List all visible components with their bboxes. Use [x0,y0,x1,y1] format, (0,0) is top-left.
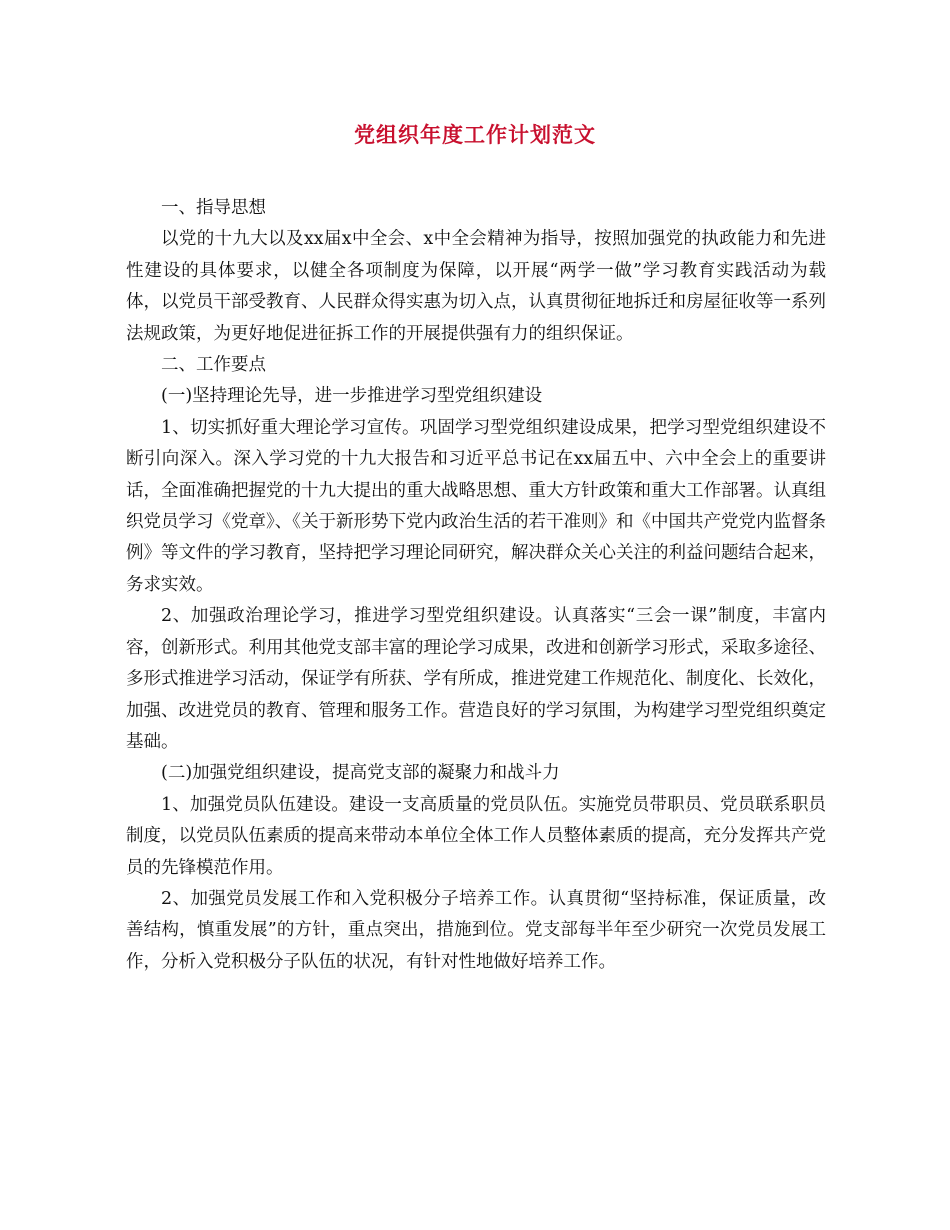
paragraph-guiding-ideology: 以党的十九大以及xx届x中全会、x中全会精神为指导，按照加强党的执政能力和先进性建设的具体要求，以健全各项制度为保障，以开展“两学一做”学习教育实践活动为载体，以党员干部受教育、人民群众得实惠为切入点，认真贯彻征地拆迁和房屋征收等一系列法规政策，为更好地促进征拆工作的开展提供强有力的组织保证。 [126,229,826,344]
subsection-heading-organization: (二)加强党组织建设，提高党支部的凝聚力和战斗力 [161,763,560,784]
document-title: 党组织年度工作计划范文 [354,122,596,147]
document-body [126,193,826,978]
section-heading-guiding-ideology: 一、指导思想 [161,198,266,218]
section-heading-work-points: 二、工作要点 [161,355,266,376]
paragraph-theory-study: 1、切实抓好重大理论学习宣传。巩固学习型党组织建设成果，把学习型党组织建设不断引向深入。深入学习党的十九大报告和习近平总书记在xx届五中、六中全会上的重要讲话，全面准确把握党的十九大提出的重大战略思想、重大方针政策和重大工作部署。认真组织党员学习《党章》、《关于新形势下党内政治生活的若干准则》和《中国共产党党内监督条例》等文件的学习教育，坚持把学习理论同研究，解决群众关心关注的利益问题结合起来，务求实效。 [126,417,826,595]
paragraph-political-study: 2、加强政治理论学习，推进学习型党组织建设。认真落实“三会一课”制度，丰富内容，创新形式。利用其他党支部丰富的理论学习成果，改进和创新学习形式，采取多途径、多形式推进学习活动，保证学有所获、学有所成，推进党建工作规范化、制度化、长效化，加强、改进党员的教育、管理和服务工作。营造良好的学习氛围，为构建学习型党组织奠定基础。 [126,606,826,752]
paragraph-member-team: 1、加强党员队伍建设。建设一支高质量的党员队伍。实施党员带职员、党员联系职员制度，以党员队伍素质的提高来带动本单位全体工作人员整体素质的提高，充分发挥共产党员的先锋模范作用。 [126,794,826,878]
paragraph-member-development: 2、加强党员发展工作和入党积极分子培养工作。认真贯彻“坚持标准，保证质量，改善结构，慎重发展”的方针，重点突出，措施到位。党支部每半年至少研究一次党员发展工作，分析入党积极分子队伍的状况，有针对性地做好培养工作。 [126,888,826,972]
subsection-heading-theory: (一)坚持理论先导，进一步推进学习型党组织建设 [161,386,543,407]
